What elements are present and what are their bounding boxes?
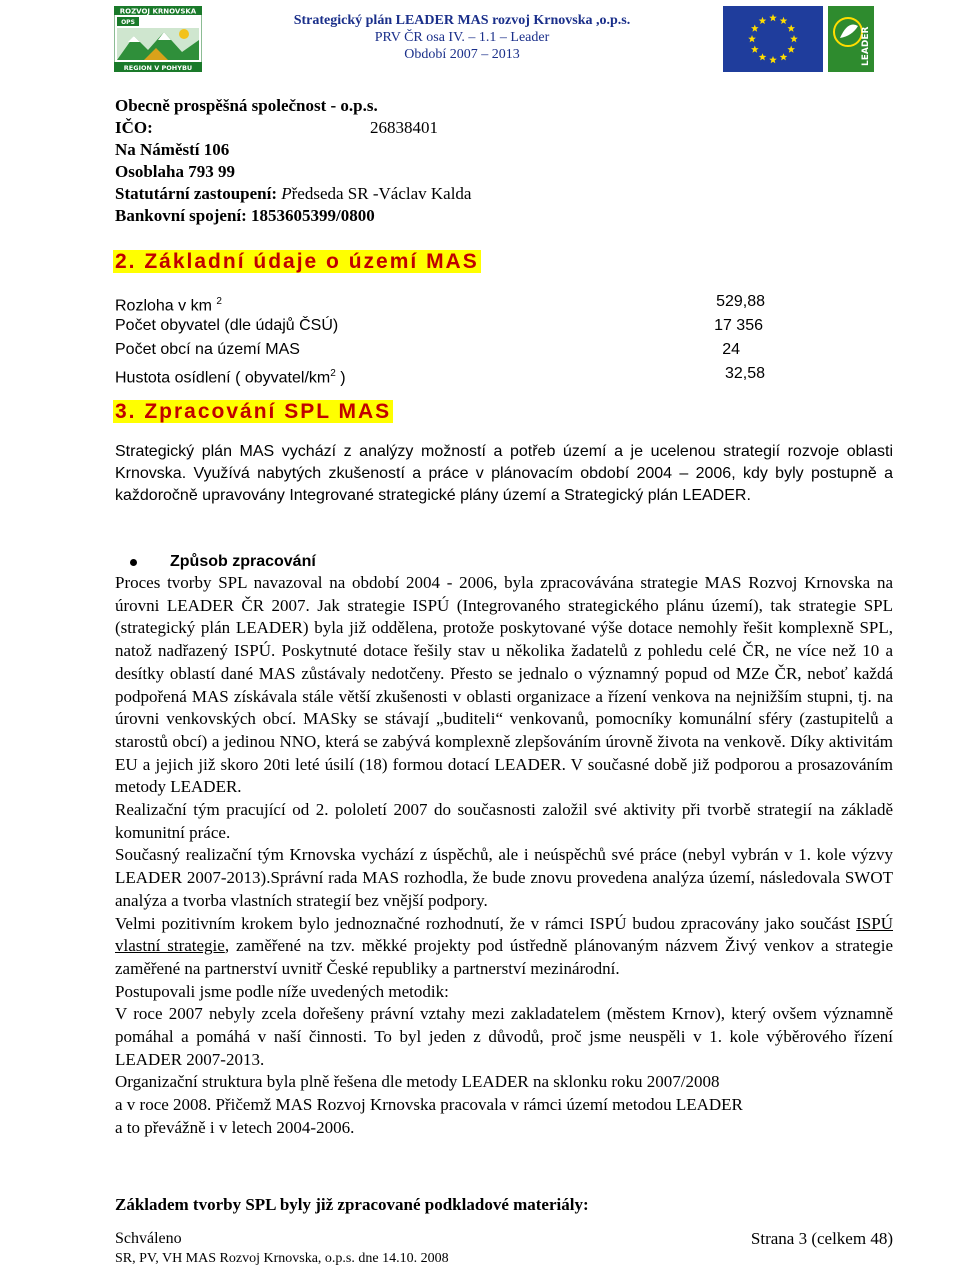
rozvoj-krnovska-logo [114, 6, 202, 72]
table-row [115, 290, 775, 314]
section-3-heading [113, 400, 393, 424]
org-bank: Bankovní spojení: 1853605399/0800 [115, 206, 375, 225]
org-representative [115, 183, 815, 205]
eu-flag-logo [723, 6, 823, 72]
org-address-street: Na Náměstí 106 [115, 140, 230, 159]
footer-page-number: Strana 3 (celkem 48) [750, 1229, 893, 1248]
paragraph: Postupovali jsme podle níže uvedených metodik: [115, 981, 449, 1001]
document-header [272, 12, 652, 63]
section-3-intro: Strategický plán MAS vychází z analýzy možností a potřeb území a je ucelenou strategií rozvoje oblasti Krnovska. Využívá nabytých zkušeností a práce v plánovacím období 2004 – 2006, kdy byly postupně a každoročně upravovány Integrované strategické plány území a Strategický plán LEADER. [115, 443, 893, 504]
org-type: Obecně prospěšná společnost - o.p.s. [115, 96, 378, 115]
row-label: Počet obyvatel (dle údajů ČSÚ) [115, 317, 339, 334]
section-3-title: 3. Zpracování SPL MAS [115, 400, 392, 423]
row-label: Počet obcí na území MAS [115, 341, 300, 358]
row-label: Hustota osídlení ( obyvatel/$km^2$ ) [115, 368, 346, 387]
row-label: Rozloha v km $^2$ [115, 296, 222, 315]
row-value: 32,58 [724, 365, 765, 382]
logo-top-text: ROZVOJ KRNOVSKA [119, 7, 197, 16]
row-value: 529,88 [716, 293, 765, 310]
org-rep-label: Statutární zastoupení: [115, 184, 282, 203]
header-title: Strategický plán LEADER MAS rozvoj Krnovska ,o.p.s. [293, 13, 631, 28]
leader-logo [828, 6, 874, 72]
paragraph: V roce 2007 nebyly zcela dořešeny právní vztahy mezi zakladatelem (městem Krnov), který ovšem významně pomáhal a pomáhá v naší činnosti. To byl jeden z důvodů, proč jsme neuspěli v 1. kole výběrového řízení LEADER 2007-2013. [115, 1004, 893, 1069]
header-period: Období 2007 – 2013 [404, 47, 520, 62]
org-ico-line [115, 117, 815, 139]
table-row [115, 314, 775, 338]
paragraph: Současný realizační tým Krnovska vychází z úspěchů, ale i neúspěchů své práce (nebyl vybrán v 1. kole výzvy LEADER 2007-2013).Správní rada MAS rozhodla, že bude znovu provedena analýza území, následovala SWOT analýza a tvorba vlastních strategií bez vnější podpory. [115, 845, 893, 910]
org-ico-label: IČO: [115, 118, 153, 137]
header-subtitle: PRV ČR osa IV. – 1.1 – Leader [374, 30, 550, 45]
org-ico-value: 26838401 [370, 118, 438, 137]
footer-approved-by: SR, PV, VH MAS Rozvoj Krnovska, o.p.s. dne 14.10. 2008 [115, 1251, 449, 1266]
leader-logo-text: LEADER [861, 26, 871, 66]
materials-heading: Základem tvorby SPL byly již zpracované podkladové materiály: [115, 1195, 589, 1214]
table-row [115, 338, 775, 362]
row-value: 17 356 [714, 317, 763, 334]
section-3-body [115, 572, 893, 1140]
paragraph: Organizační struktura byla plně řešena dle metody LEADER na sklonku roku 2007/2008 a v roce 2008. Přičemž MAS Rozvoj Krnovska pracovala v rámci území metodou LEADER a to převážně i v letech 2004-2006. [115, 1072, 743, 1137]
org-rep-italic: P [281, 184, 292, 203]
section-2-heading [113, 250, 481, 274]
territory-data-table [115, 290, 775, 386]
paragraph: Realizační tým pracující od 2. pololetí 2007 do současnosti založil své aktivity při tvorbě strategií na základě komunitní práce. [115, 800, 893, 842]
underlined-term: ISPÚ vlastní strategie [115, 913, 893, 956]
paragraph: Proces tvorby SPL navazoval na období 2004 - 2006, byla zpracovávána strategie MAS Rozvoj Krnovska na úrovni LEADER ČR 2007. Jak strategie ISPÚ (Integrovaného strategického plánu území), tak strategie SPL (strategický plán LEADER) byla již oddělena, protože poskytované výše dotace nemohly řešit komplexně SPL, natož nadřazený ISPÚ. Poskytnuté dotace řešily stav u několika žadatelů z pohledu celé ČR, ne více než 10 a desítky oblastí dané MAS zůstávaly nedotčeny. Přesto se jednalo o významný popud od MZe ČR, neboť každá podpořená MAS získávala stále větší zkušenosti v oblasti organizace a řízení venkova na nejnižším stupni, tj. na úrovni venkovských obcí. MASky se stávají „buditeli“ venkovanů, pomocníky komunální sféry (zastupitelů a starostů obcí) a jedinou NNO, která se zabývá komplexně zlepšováním úrovně života na venkově. Díky aktivitám EU a jejich již skoro 20ti leté úsilí (18) formou dotací LEADER. V současné době již podporou a prosazováním metody LEADER. [115, 573, 893, 797]
org-address-city: Osoblaha 793 99 [115, 162, 235, 181]
organization-info [115, 95, 815, 227]
bullet-label: Způsob zpracování [170, 553, 316, 570]
row-value: 24 [722, 341, 740, 358]
logo-bottom-text: REGION V POHYBU [123, 64, 193, 72]
bullet-icon [130, 559, 137, 566]
org-rep-value: ředseda SR -Václav Kalda [291, 184, 472, 203]
logo-badge: OPS [121, 19, 135, 26]
section-2-title: 2. Základní údaje o území MAS [115, 250, 479, 273]
table-row [115, 362, 775, 386]
footer-approved: Schváleno [115, 1230, 182, 1247]
paragraph: Velmi pozitivním krokem bylo jednoznačné rozhodnutí, že v rámci ISPÚ budou zpracovány jako součást ISPÚ vlastní strategie, zaměřené na tzv. měkké projekty pod ústředně plánovaným názvem Živý venkov a strategie zaměřené na partnerství uvnitř České republiky a partnerství mezinárodní. [115, 913, 893, 978]
